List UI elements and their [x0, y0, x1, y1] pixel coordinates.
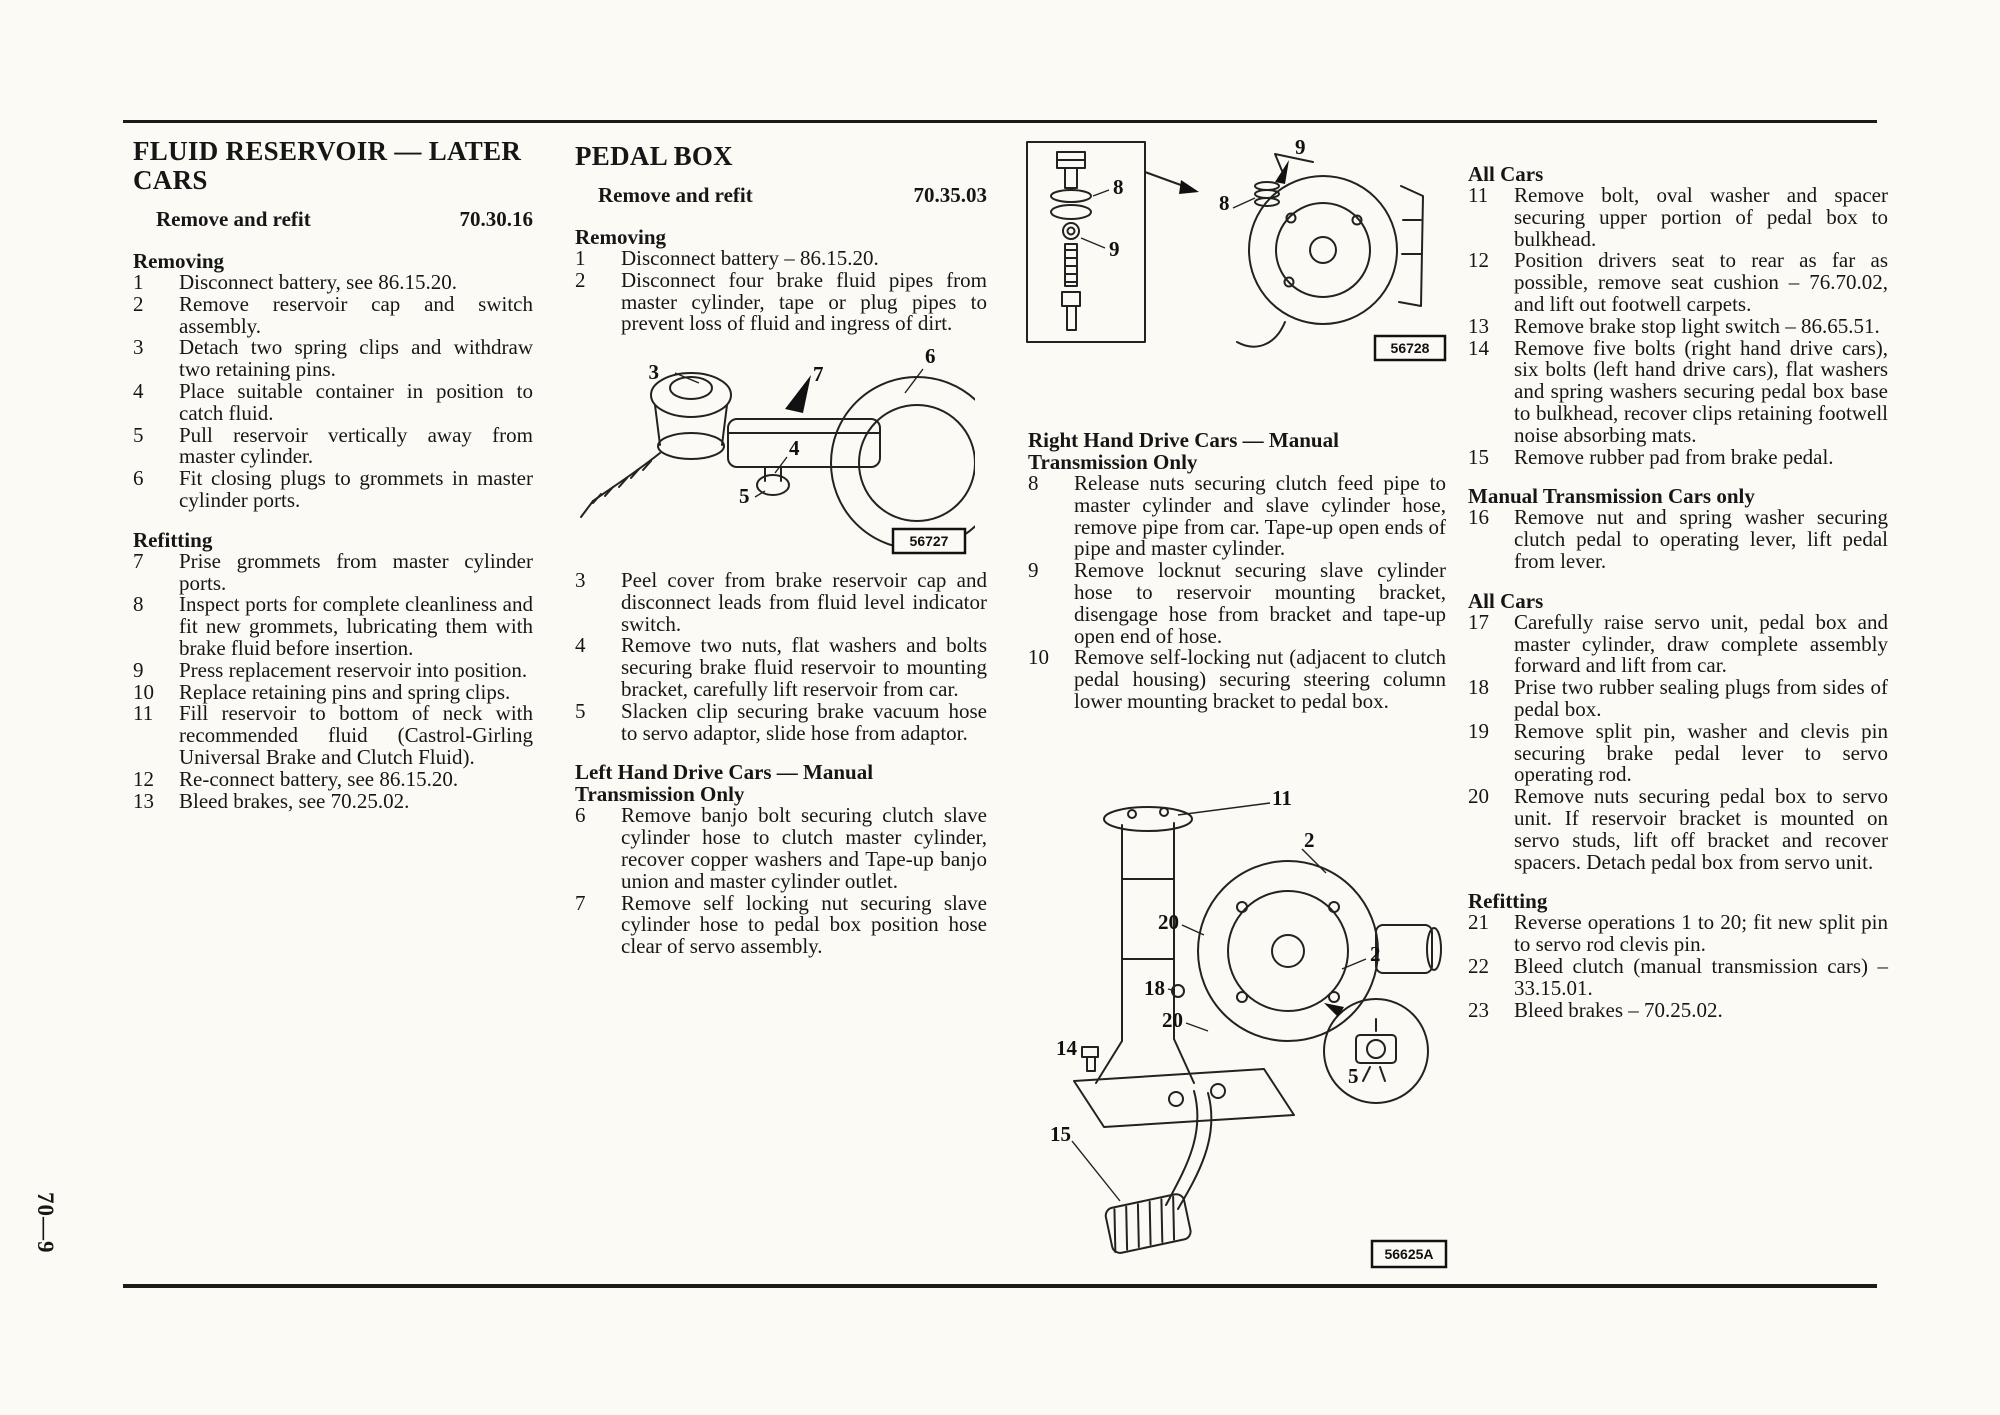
- step-item: [575, 570, 987, 635]
- step-number: 15: [1468, 444, 1489, 469]
- figure-code: 56625A: [1384, 1246, 1434, 1262]
- figure-callout: 2: [1370, 942, 1381, 966]
- operation-label: Remove and refit: [598, 183, 753, 207]
- step-item: [133, 548, 533, 595]
- step-number: 3: [575, 568, 586, 592]
- figure-code: 56728: [1390, 340, 1430, 356]
- step-item: [575, 890, 987, 959]
- figure-callout: 2: [1304, 828, 1315, 852]
- step-item: [133, 594, 533, 659]
- sub-heading: Removing: [575, 225, 666, 249]
- step-item: [1028, 647, 1446, 712]
- step-item: [575, 635, 987, 700]
- top-rule: [123, 120, 1877, 123]
- step-text: Prise grommets from master cylinder ports.: [179, 548, 533, 595]
- step-number: 19: [1468, 718, 1489, 743]
- step-item: [133, 291, 533, 338]
- step-text: Remove bolt, oval washer and spacer securing upper portion of pedal box to bulkhead.: [1514, 183, 1888, 251]
- step-text: Remove banjo bolt securing clutch slave cylinder hose to clutch master cylinder, recover copper washers and Tape-up banjo union and master cylinder outlet.: [621, 803, 987, 893]
- figure-code-box: [893, 529, 965, 553]
- step-number: 10: [133, 679, 154, 704]
- figure-callout: 9: [1109, 237, 1120, 261]
- step-text: Detach two spring clips and withdraw two retaining pins.: [179, 335, 533, 382]
- step-number: 18: [1468, 675, 1489, 700]
- step-number: 7: [133, 548, 144, 573]
- step-item: [133, 788, 533, 813]
- step-number: 12: [133, 766, 154, 791]
- sub-heading: Refitting: [1468, 889, 1548, 914]
- step-number: 11: [133, 701, 154, 726]
- step-item: [1468, 185, 1888, 250]
- figure-callout: 4: [789, 436, 800, 460]
- figure-callout: 9: [1295, 136, 1306, 159]
- step-item: [1028, 560, 1446, 647]
- step-number: 23: [1468, 997, 1489, 1022]
- step-number: 7: [575, 890, 586, 915]
- figure-callout: 7: [813, 362, 824, 386]
- step-item: [1468, 677, 1888, 721]
- page-number: 70—9: [33, 1192, 58, 1254]
- step-number: 9: [1028, 558, 1039, 583]
- step-text: Re-connect battery, see 86.15.20.: [179, 766, 459, 791]
- figure-callout: 11: [1272, 786, 1292, 810]
- step-number: 22: [1468, 953, 1489, 978]
- step-item: [1468, 997, 1888, 1022]
- step-number: 1: [575, 246, 586, 270]
- step-text: Remove nuts securing pedal box to servo unit. If reservoir bracket is mounted on servo studs, lift off bracket and recover spacers. Detach pedal box from servo unit.: [1514, 784, 1888, 874]
- step-text: Position drivers seat to rear as far as possible, remove seat cushion – 76.70.02, and lift out footwell carpets.: [1514, 248, 1888, 316]
- step-number: 11: [1468, 183, 1489, 207]
- operation-header: [133, 207, 533, 232]
- step-number: 5: [575, 698, 586, 723]
- figure-callout: 14: [1056, 1036, 1077, 1060]
- column-right-hand-drive: [1028, 412, 1446, 713]
- step-item: [133, 679, 533, 704]
- figure-callout: 3: [648, 360, 659, 384]
- step-item: [1468, 313, 1888, 338]
- sub-heading: All Cars: [1468, 588, 1544, 613]
- step-item: [1468, 786, 1888, 873]
- sub-heading: Left Hand Drive Cars — Manual Transmission Only: [575, 760, 874, 807]
- step-text: Pull reservoir vertically away from master cylinder.: [179, 422, 533, 469]
- step-item: [133, 378, 533, 425]
- column-pedal-box-top: [575, 142, 987, 335]
- section-title: FLUID RESERVOIR — LATER CARS: [133, 136, 522, 195]
- figure-pedal-box-assembly: [1026, 783, 1450, 1279]
- figure-callout: 5: [1348, 1064, 1359, 1088]
- step-text: Remove self locking nut securing slave cylinder hose to pedal box position hose clear of servo assembly.: [621, 890, 987, 959]
- step-text: Reverse operations 1 to 20; fit new split pin to servo rod clevis pin.: [1514, 910, 1888, 957]
- step-text: Bleed brakes – 70.25.02.: [1514, 997, 1723, 1022]
- operation-header: [575, 183, 987, 208]
- step-item: [1468, 444, 1888, 469]
- step-text: Bleed clutch (manual transmission cars) – 33.15.01.: [1514, 953, 1888, 1000]
- step-number: 8: [133, 592, 144, 617]
- step-item: [1468, 609, 1888, 678]
- step-number: 2: [133, 291, 144, 316]
- step-item: [1468, 335, 1888, 447]
- step-item: [1468, 507, 1888, 572]
- step-text: Remove two nuts, flat washers and bolts securing brake fluid reservoir to mounting bracket, carefully lift reservoir from car.: [621, 633, 987, 701]
- step-text: Remove reservoir cap and switch assembly.: [179, 291, 533, 338]
- sub-heading: Refitting: [133, 527, 213, 552]
- step-item: [133, 657, 533, 682]
- step-number: 4: [133, 378, 144, 403]
- figure-callout: 5: [739, 484, 750, 508]
- figure-pedal-box-upper: [1023, 136, 1453, 370]
- step-item: [1468, 250, 1888, 315]
- column-pedal-box-continued: [575, 570, 987, 958]
- figure-brake-reservoir: [563, 333, 975, 565]
- section-title: PEDAL BOX: [575, 141, 733, 171]
- step-text: Fit closing plugs to grommets in master cylinder ports.: [179, 466, 533, 512]
- figure-callout: 15: [1050, 1122, 1071, 1146]
- step-text: Remove locknut securing slave cylinder hose to reservoir mounting bracket, disengage hose from bracket and tape-up open end of hose.: [1074, 558, 1446, 648]
- step-text: Bleed brakes, see 70.25.02.: [179, 788, 410, 813]
- step-text: Fill reservoir to bottom of neck with recommended fluid (Castrol-Girling Universal Brake and Clutch Fluid).: [179, 701, 533, 769]
- step-number: 14: [1468, 335, 1489, 360]
- step-number: 13: [133, 788, 154, 813]
- step-number: 6: [575, 803, 586, 828]
- figure-callout: 20: [1162, 1008, 1183, 1032]
- step-item: [1468, 953, 1888, 1000]
- step-text: Remove self-locking nut (adjacent to clutch pedal housing) securing steering column lower mounting bracket to pedal box.: [1074, 645, 1446, 713]
- step-number: 12: [1468, 248, 1489, 273]
- step-number: 8: [1028, 471, 1039, 495]
- step-item: [1468, 912, 1888, 956]
- step-item: [133, 337, 533, 381]
- step-number: 17: [1468, 609, 1489, 634]
- sub-heading: Right Hand Drive Cars — Manual Transmission Only: [1028, 428, 1339, 474]
- step-text: Remove nut and spring washer securing clutch pedal to operating lever, lift pedal from lever.: [1514, 505, 1888, 573]
- step-number: 10: [1028, 645, 1049, 670]
- figure-code-box: [1375, 336, 1445, 360]
- step-number: 4: [575, 633, 586, 658]
- step-item: [133, 468, 533, 512]
- sub-heading: Manual Transmission Cars only: [1468, 484, 1755, 509]
- step-item: [575, 267, 987, 336]
- step-text: Remove split pin, washer and clevis pin securing brake pedal lever to servo operating rod.: [1514, 718, 1888, 787]
- step-text: Remove five bolts (right hand drive cars), six bolts (left hand drive cars), flat washers and spring washers securing pedal box base to bulkhead, recover clips retaining footwell noise absorbing mats.: [1514, 335, 1888, 447]
- step-text: Disconnect battery – 86.15.20.: [621, 246, 879, 270]
- step-text: Disconnect four brake fluid pipes from master cylinder, tape or plug pipes to prevent loss of fluid and ingress of dirt.: [621, 267, 987, 336]
- column-all-cars: [1468, 146, 1888, 1021]
- step-number: 6: [133, 466, 144, 491]
- step-text: Remove brake stop light switch – 86.65.51.: [1514, 313, 1880, 338]
- step-item: [575, 698, 987, 745]
- step-item: [133, 422, 533, 469]
- step-item: [575, 248, 987, 270]
- step-text: Prise two rubber sealing plugs from sides of pedal box.: [1514, 675, 1888, 721]
- step-item: [575, 805, 987, 892]
- step-number: 20: [1468, 784, 1489, 809]
- step-text: Press replacement reservoir into position.: [179, 657, 528, 682]
- step-text: Release nuts securing clutch feed pipe to master cylinder and slave cylinder hose, remove pipe from car. Tape-up open ends of pipe and master cylinder.: [1074, 471, 1446, 561]
- operation-number: 70.30.16: [459, 207, 533, 231]
- step-item: [133, 703, 533, 768]
- figure-code-box: [1372, 1241, 1446, 1267]
- figure-callout: 18: [1144, 976, 1165, 1000]
- figure-callout: 20: [1158, 910, 1179, 934]
- step-item: [1028, 473, 1446, 560]
- figure-callout: 6: [925, 344, 936, 368]
- sub-heading: All Cars: [1468, 162, 1544, 186]
- bottom-rule: [123, 1284, 1877, 1288]
- step-number: 2: [575, 267, 586, 292]
- step-text: Slacken clip securing brake vacuum hose to servo adaptor, slide hose from adaptor.: [621, 698, 987, 745]
- figure-code: 56727: [909, 533, 949, 549]
- step-text: Peel cover from brake reservoir cap and disconnect leads from fluid level indicator switch.: [621, 568, 987, 636]
- step-number: 16: [1468, 505, 1489, 530]
- step-text: Replace retaining pins and spring clips.: [179, 679, 511, 704]
- step-text: Inspect ports for complete cleanliness and fit new grommets, lubricating them with brake fluid before insertion.: [179, 592, 533, 660]
- step-number: 1: [133, 270, 144, 294]
- step-text: Carefully raise servo unit, pedal box and master cylinder, draw complete assembly forward and lift from car.: [1514, 609, 1888, 678]
- figure-callout: 8: [1113, 175, 1124, 199]
- sub-heading: Removing: [133, 249, 224, 273]
- operation-number: 70.35.03: [913, 183, 987, 207]
- step-item: [133, 766, 533, 791]
- step-text: Place suitable container in position to catch fluid.: [179, 378, 533, 425]
- step-text: Disconnect battery, see 86.15.20.: [179, 270, 457, 294]
- step-number: 3: [133, 335, 144, 360]
- operation-label: Remove and refit: [156, 207, 311, 231]
- figure-callout: 8: [1219, 191, 1230, 215]
- step-text: Remove rubber pad from brake pedal.: [1514, 444, 1834, 469]
- step-item: [133, 272, 533, 294]
- step-number: 13: [1468, 313, 1489, 338]
- step-number: 5: [133, 422, 144, 447]
- step-number: 21: [1468, 910, 1489, 935]
- step-item: [1468, 718, 1888, 787]
- column-fluid-reservoir: [133, 137, 533, 812]
- step-number: 9: [133, 657, 144, 682]
